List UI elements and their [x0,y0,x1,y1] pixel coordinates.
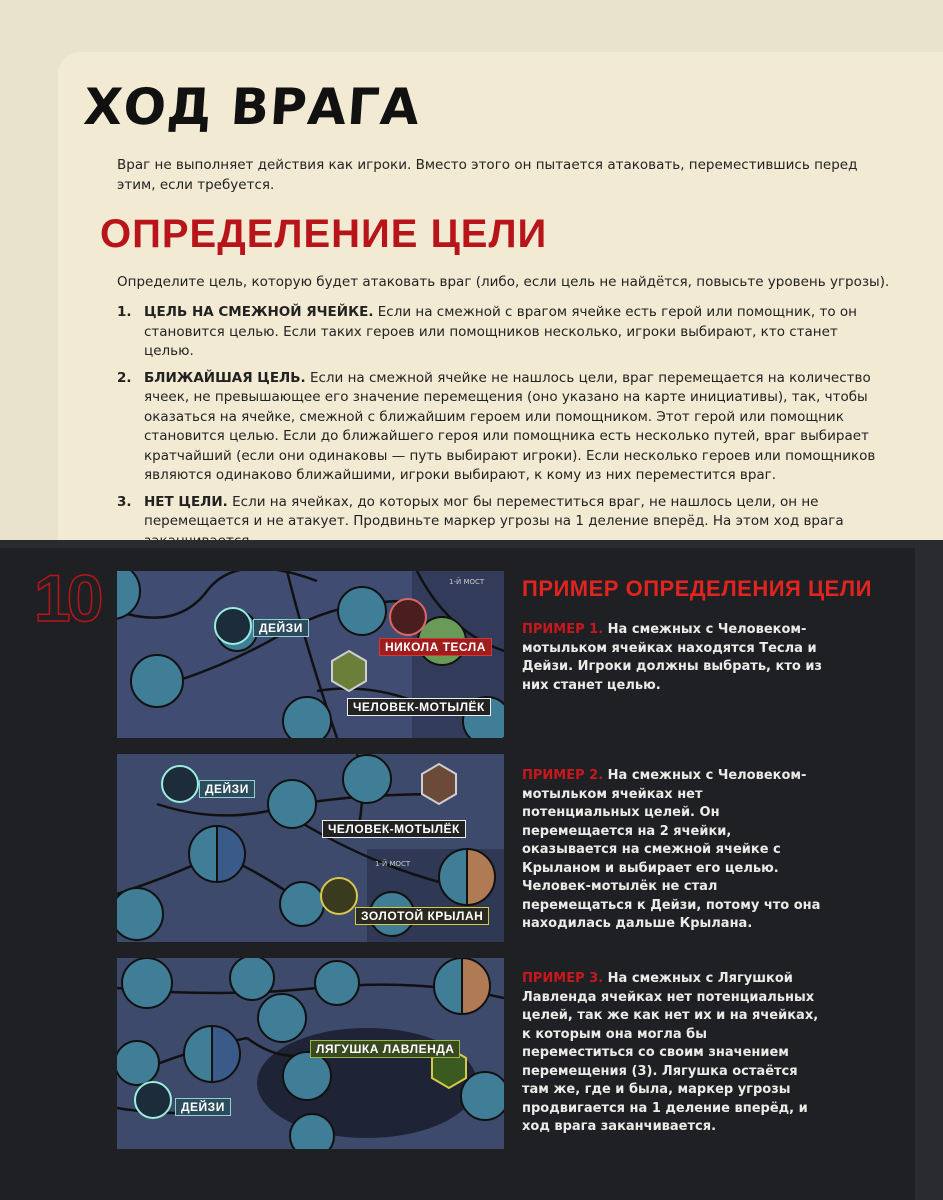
rule-text: Если на смежной ячейке не нашлось цели, враг перемещается на количество ячеек, не превышающее его значение перемещения (оно указано на карте инициативы), так, чтобы оказаться на ячейке, смежной с ближайшим героем или помощником. Этот герой или помощник становится целью. Если до ближайшего героя или помощника есть несколько путей, враг выбирает кратчайший (если они одинаковы — путь выбирают игроки). Если несколько героев или помощников являются одинаково ближайшими, игроки выбирают, к кому из них переместится враг. [144,369,876,483]
tesla-label: НИКОЛА ТЕСЛА [379,638,492,656]
examples-title: ПРИМЕР ОПРЕДЕЛЕНИЯ ЦЕЛИ [522,576,872,601]
rule-text: Если на ячейках, до которых мог бы переместиться враг, не нашлось цели, он не перемещается и не атакует. Продвиньте маркер угрозы на 1 деление вперёд. На этом ход врага [144,493,844,529]
rule-lead: БЛИЖАЙШАЯ ЦЕЛЬ. [144,369,306,386]
bat-label: ЗОЛОТОЙ КРЫЛАН [355,907,489,925]
page-title: ХОД ВРАГА [81,78,423,136]
daisy-label: ДЕЙЗИ [253,619,309,637]
example-body: На смежных с Лягушкой Лавленда ячейках нет потенциальных целей, так же как нет их и на ячейках, к которым она могла бы переместиться со своим значением перемещения (3). Лягушка остаётся там же, где и была, маркер угрозы продвигается на 1 деление вперёд, и ход врага заканчивается. [522,971,819,1134]
rules-list [117,303,887,558]
bridge-label: 1-Й МОСТ [375,860,411,868]
example-1-text [522,621,822,695]
bridge-label: 1-Й МОСТ [449,578,485,586]
rule-number: 1. [117,304,132,320]
example-3-text [522,970,822,1137]
rule-lead: ЦЕЛЬ НА СМЕЖНОЙ ЯЧЕЙКЕ. [144,304,374,320]
moth-label: ЧЕЛОВЕК-МОТЫЛЁК [322,820,466,838]
example-map-3 [117,958,504,1149]
example-map-2 [117,754,504,942]
example-tag: ПРИМЕР 2. [522,768,604,783]
example-body: На смежных с Человеком-мотыльком ячейках нет потенциальных целей. Он перемещается на 2 ячейки, оказывается на смежной ячейке с Крыланом и выбирает его целью. Человек-мотылёк не стал перемещаться к Дейзи, потому что она находилась дальше Крылана. [522,768,821,931]
example-tag: ПРИМЕР 3. [522,971,604,986]
example-body: На смежных с Человеком-мотыльком ячейках находятся Тесла и Дейзи. Игроки должны выбрать, кто из них станет целью. [522,622,822,693]
rule-lead: НЕТ ЦЕЛИ. [144,493,228,510]
page-number: 10 [34,561,100,635]
example-2-text [522,767,822,934]
intro-text: Враг не выполняет действия как игроки. Вместо этого он пытается атаковать, переместившись перед этим, если требуется. [117,157,858,193]
rule-item [117,369,887,486]
rule-text: Если на смежной с врагом ячейке есть герой или помощник, то он становится целью. Если таких героев или помощников несколько, игроки выбирают, кто станет целью. [144,304,857,359]
rule-number: 2. [117,369,132,386]
frog-label: ЛЯГУШКА ЛАВЛЕНДА [310,1040,460,1058]
daisy-label: ДЕЙЗИ [175,1098,231,1116]
moth-label: ЧЕЛОВЕК-МОТЫЛЁК [347,698,491,716]
rule-number: 3. [117,493,132,510]
section-intro: Определите цель, которую будет атаковать враг (либо, если цель не найдётся, повысьте уровень угрозы). [117,274,890,290]
example-tag: ПРИМЕР 1. [522,622,604,637]
daisy-label: ДЕЙЗИ [199,780,255,798]
section-title: ОПРЕДЕЛЕНИЕ ЦЕЛИ [100,212,548,256]
rule-item [117,303,887,362]
example-map-1 [117,571,504,738]
